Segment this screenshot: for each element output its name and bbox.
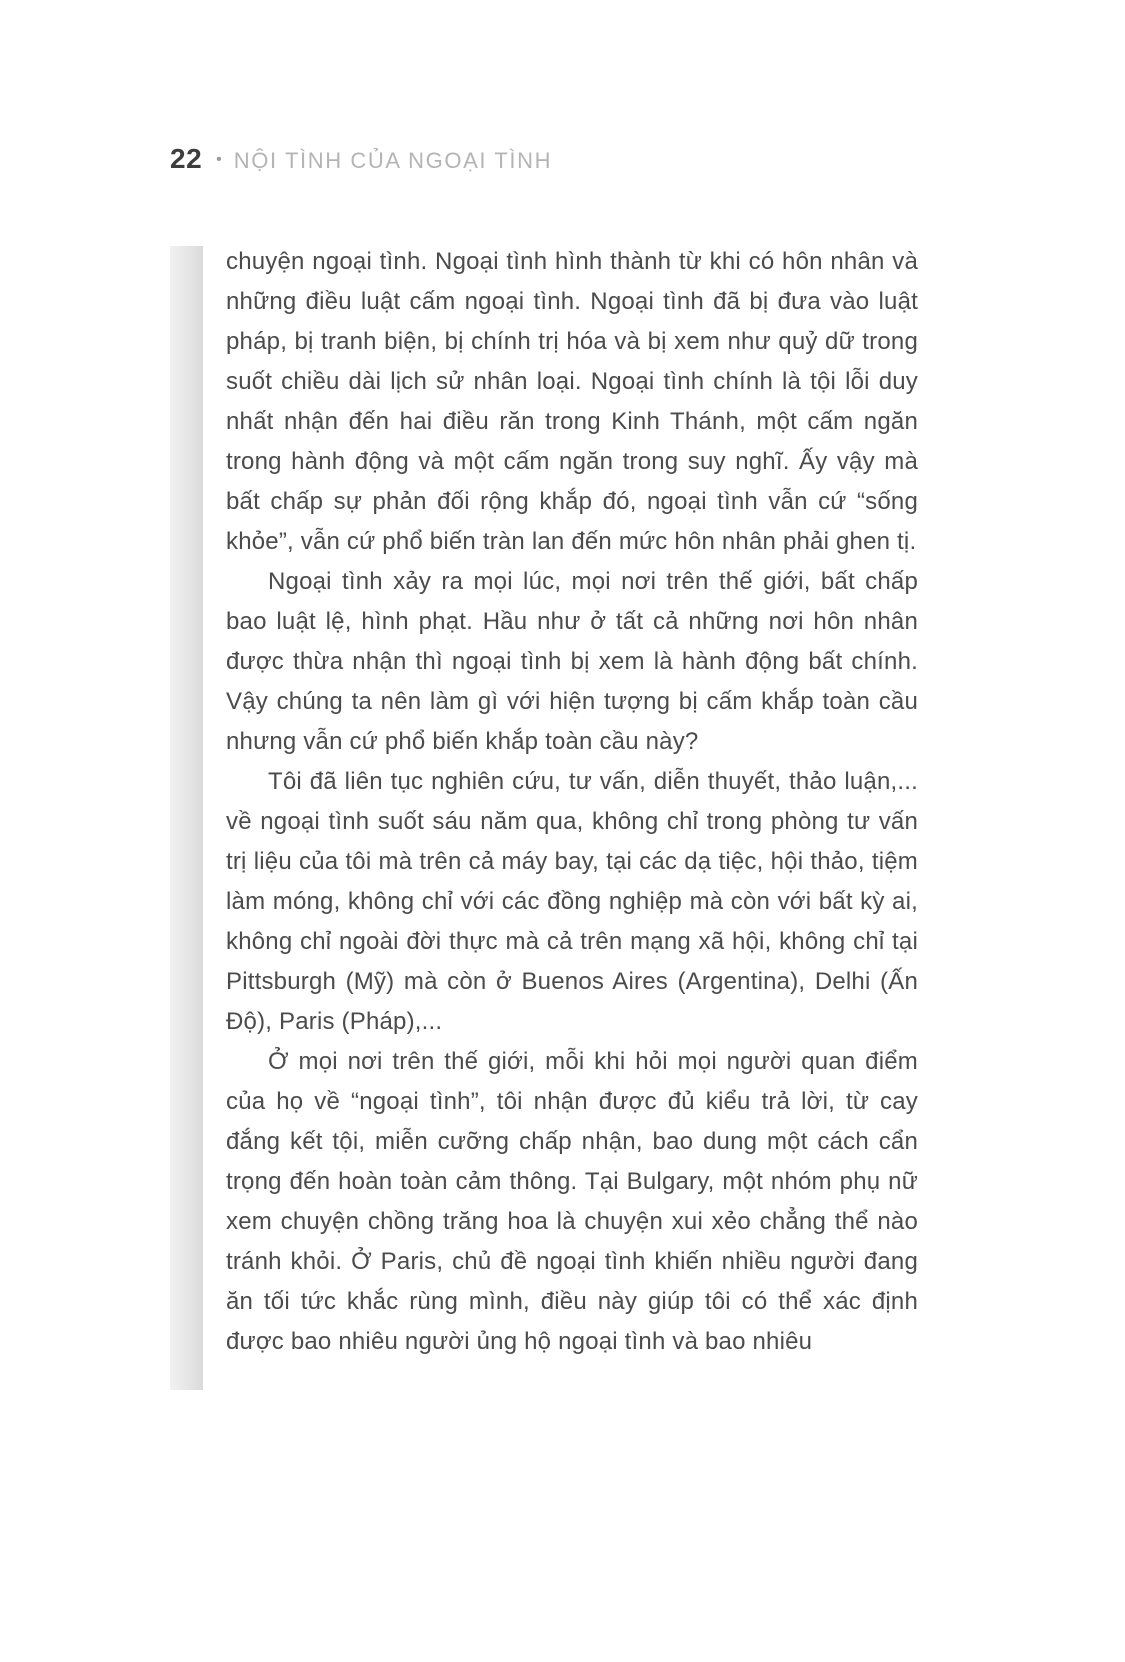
paragraph: chuyện ngoại tình. Ngoại tình hình thành từ khi có hôn nhân và những điều luật cấm ngoại tình. Ngoại tình đã bị đưa vào luật pháp, bị tranh biện, bị chính trị hóa và bị xem như quỷ dữ trong suốt chiều dài lịch sử nhân loại. Ngoại tình chính là tội lỗi duy nhất nhận đến hai điều răn trong Kinh Thánh, một cấm ngăn trong hành động và một cấm ngăn trong suy nghĩ. Ấy vậy mà bất chấp sự phản đối rộng khắp đó, ngoại tình vẫn cứ “sống khỏe”, vẫn cứ phổ biến tràn lan đến mức hôn nhân phải ghen tị.	[226, 248, 918, 555]
page-gutter-shadow	[170, 246, 203, 1390]
running-title: NỘI TÌNH CỦA NGOẠI TÌNH	[233, 148, 553, 173]
header-separator-dot: •	[216, 151, 222, 168]
paragraph: Tôi đã liên tục nghiên cứu, tư vấn, diễn thuyết, thảo luận,... về ngoại tình suốt sáu năm qua, không chỉ trong phòng tư vấn trị liệu của tôi mà trên cả máy bay, tại các dạ tiệc, hội thảo, tiệm làm móng, không chỉ với các đồng nghiệp mà còn với bất kỳ ai, không chỉ ngoài đời thực mà cả trên mạng xã hội, không chỉ tại Pittsburgh (Mỹ) mà còn ở Buenos Aires (Argentina), Delhi (Ấn Độ), Paris (Pháp),...	[226, 768, 918, 1035]
running-header	[170, 143, 552, 175]
paragraph: Ngoại tình xảy ra mọi lúc, mọi nơi trên thế giới, bất chấp bao luật lệ, hình phạt. Hầu như ở tất cả những nơi hôn nhân được thừa nhận thì ngoại tình bị xem là hành động bất chính. Vậy chúng ta nên làm gì với hiện tượng bị cấm khắp toàn cầu nhưng vẫn cứ phổ biến khắp toàn cầu này?	[226, 568, 918, 755]
body-text-block	[226, 242, 918, 1362]
paragraph: Ở mọi nơi trên thế giới, mỗi khi hỏi mọi người quan điểm của họ về “ngoại tình”, tôi nhận được đủ kiểu trả lời, từ cay đắng kết tội, miễn cưỡng chấp nhận, bao dung một cách cẩn trọng đến hoàn toàn cảm thông. Tại Bulgary, một nhóm phụ nữ xem chuyện chồng trăng hoa là chuyện xui xẻo chẳng thể nào tránh khỏi. Ở Paris, chủ đề ngoại tình khiến nhiều người đang ăn tối tức khắc rùng mình, điều này giúp tôi có thể xác định được bao nhiêu người ủng hộ ngoại tình và bao nhiêu	[226, 1048, 918, 1355]
page-number: 22	[170, 143, 203, 174]
